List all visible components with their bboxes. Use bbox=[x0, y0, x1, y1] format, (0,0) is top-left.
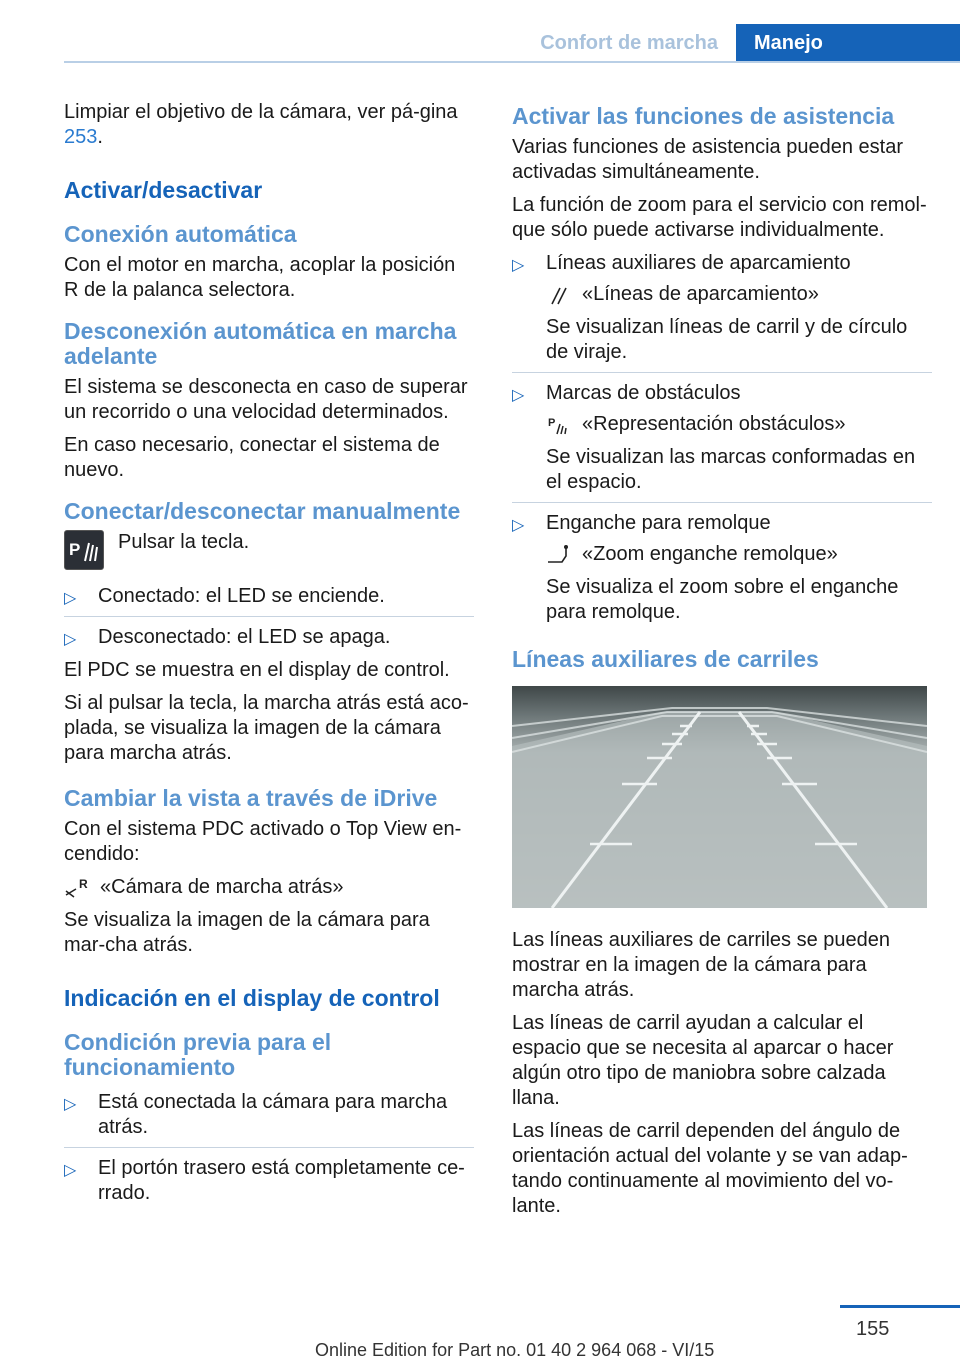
list-item: ▷ Enganche para remolque «Zoom enganche remolque» Se visualiza el zoom sobre el enganche para remolque. bbox=[512, 511, 932, 625]
paragraph-assist-2: La función de zoom para el servicio con remol‐que sólo puede activarse individualmente. bbox=[512, 194, 927, 241]
paragraph-lanes-1: Las líneas auxiliares de carriles se pueden mostrar en la imagen de la cámara para marcha atrás. bbox=[512, 929, 890, 1001]
heading-carriles: Líneas auxiliares de carriles bbox=[512, 646, 819, 672]
heading-asistencia: Activar las funciones de asistencia bbox=[512, 103, 895, 129]
page-header bbox=[0, 0, 960, 62]
paragraph-autooff-2: En caso necesario, conectar el sistema de nuevo. bbox=[64, 434, 440, 481]
page-link[interactable]: 253 bbox=[64, 126, 98, 148]
footer-rule bbox=[840, 1305, 960, 1308]
svg-text:P: P bbox=[548, 416, 556, 429]
paragraph-assist-1: Varias funciones de asistencia pueden estar activadas simultáneamente. bbox=[512, 136, 903, 183]
menu-row: «Líneas de aparcamiento» bbox=[546, 282, 932, 307]
triangle-bullet-icon: ▷ bbox=[512, 517, 525, 534]
right-column bbox=[512, 100, 932, 1227]
heading-condicion: Condición previa para el funcionamiento bbox=[64, 1029, 332, 1080]
paragraph-lanes-3: Las líneas de carril dependen del ángulo de orientación actual del volante y se van adap‐tando continuamente al movimiento del vo‐lante. bbox=[512, 1120, 908, 1217]
triangle-bullet-icon: ▷ bbox=[64, 631, 77, 648]
list-item: ▷ Líneas auxiliares de aparcamiento «Líneas de aparcamiento» Se visualizan líneas de carril y de círculo de viraje. bbox=[512, 251, 932, 373]
list-item: ▷ Marcas de obstáculos P «Representación obstáculos» Se visualizan las marcas conformadas en el espacio. bbox=[512, 381, 932, 503]
triangle-bullet-icon: ▷ bbox=[64, 590, 77, 607]
paragraph-reverse: Si al pulsar la tecla, la marcha atrás está aco‐plada, se visualiza la imagen de la cámara para marcha atrás. bbox=[64, 692, 469, 764]
paragraph-autooff-1: El sistema se desconecta en caso de superar un recorrido o una velocidad determinados. bbox=[64, 376, 468, 423]
list-item: ▷ Desconectado: el LED se apaga. bbox=[64, 625, 474, 650]
list-item: ▷ El portón trasero está completamente ce‐rrado. bbox=[64, 1157, 465, 1204]
paragraph-lanes-2: Las líneas de carril ayudan a calcular el espacio que se necesita al aparcar o hacer algún otro tipo de maniobra sobre calzada llana. bbox=[512, 1012, 894, 1109]
left-column bbox=[64, 100, 474, 1214]
heading-activar: Activar/desactivar bbox=[64, 177, 263, 203]
triangle-bullet-icon: ▷ bbox=[64, 1096, 77, 1113]
triangle-bullet-icon: ▷ bbox=[512, 257, 525, 274]
menu-row: «Zoom enganche remolque» bbox=[546, 542, 932, 567]
heading-display: Indicación en el display de control bbox=[64, 985, 440, 1011]
key-instruction: Pulsar la tecla. bbox=[118, 531, 250, 553]
triangle-bullet-icon: ▷ bbox=[512, 387, 525, 404]
triangle-bullet-icon: ▷ bbox=[64, 1162, 77, 1179]
paragraph-idrive: Con el sistema PDC activado o Top View en‐cendido: bbox=[64, 818, 462, 865]
tab-manejo[interactable]: Manejo bbox=[736, 24, 960, 62]
paragraph-camera: Se visualiza la imagen de la cámara para mar‐cha atrás. bbox=[64, 909, 430, 956]
header-rule bbox=[64, 61, 960, 63]
edition-footer: Online Edition for Part no. 01 40 2 964 068 - VI/15 bbox=[315, 1340, 715, 1360]
menu-camera-row bbox=[64, 875, 474, 900]
key-row bbox=[64, 530, 474, 570]
rear-camera-icon bbox=[64, 877, 92, 899]
intro-paragraph: Limpiar el objetivo de la cámara, ver pá‐gina 253. bbox=[64, 101, 458, 148]
condition-list bbox=[64, 1090, 474, 1206]
paragraph-auto: Con el motor en marcha, acoplar la posición R de la palanca selectora. bbox=[64, 254, 456, 301]
svg-text:P: P bbox=[69, 540, 81, 559]
page-number: 155 bbox=[856, 1318, 890, 1340]
heading-idrive: Cambiar la vista a través de iDrive bbox=[64, 785, 438, 811]
svg-text:R: R bbox=[79, 876, 88, 891]
assist-list bbox=[512, 251, 932, 625]
heading-desconexion: Desconexión automática en marcha adelante bbox=[64, 318, 457, 369]
obstacle-marks-icon bbox=[546, 414, 574, 436]
paragraph-pdc: El PDC se muestra en el display de control. bbox=[64, 659, 450, 681]
list-item: ▷ Está conectada la cámara para marcha atrás. bbox=[64, 1090, 474, 1148]
lane-lines-image bbox=[512, 686, 927, 908]
menu-row: P «Representación obstáculos» bbox=[548, 413, 846, 435]
led-list bbox=[64, 584, 474, 650]
menu-camera-label: «Cámara de marcha atrás» bbox=[100, 876, 344, 898]
tab-confort-de-marcha[interactable]: Confort de marcha bbox=[540, 31, 718, 54]
parking-lines-icon bbox=[546, 284, 574, 306]
heading-conexion-automatica: Conexión automática bbox=[64, 221, 297, 247]
list-item: ▷ Conectado: el LED se enciende. bbox=[64, 584, 474, 617]
heading-manual: Conectar/desconectar manualmente bbox=[64, 498, 461, 524]
trailer-hitch-icon bbox=[546, 544, 574, 566]
pdc-key-icon bbox=[64, 530, 104, 570]
